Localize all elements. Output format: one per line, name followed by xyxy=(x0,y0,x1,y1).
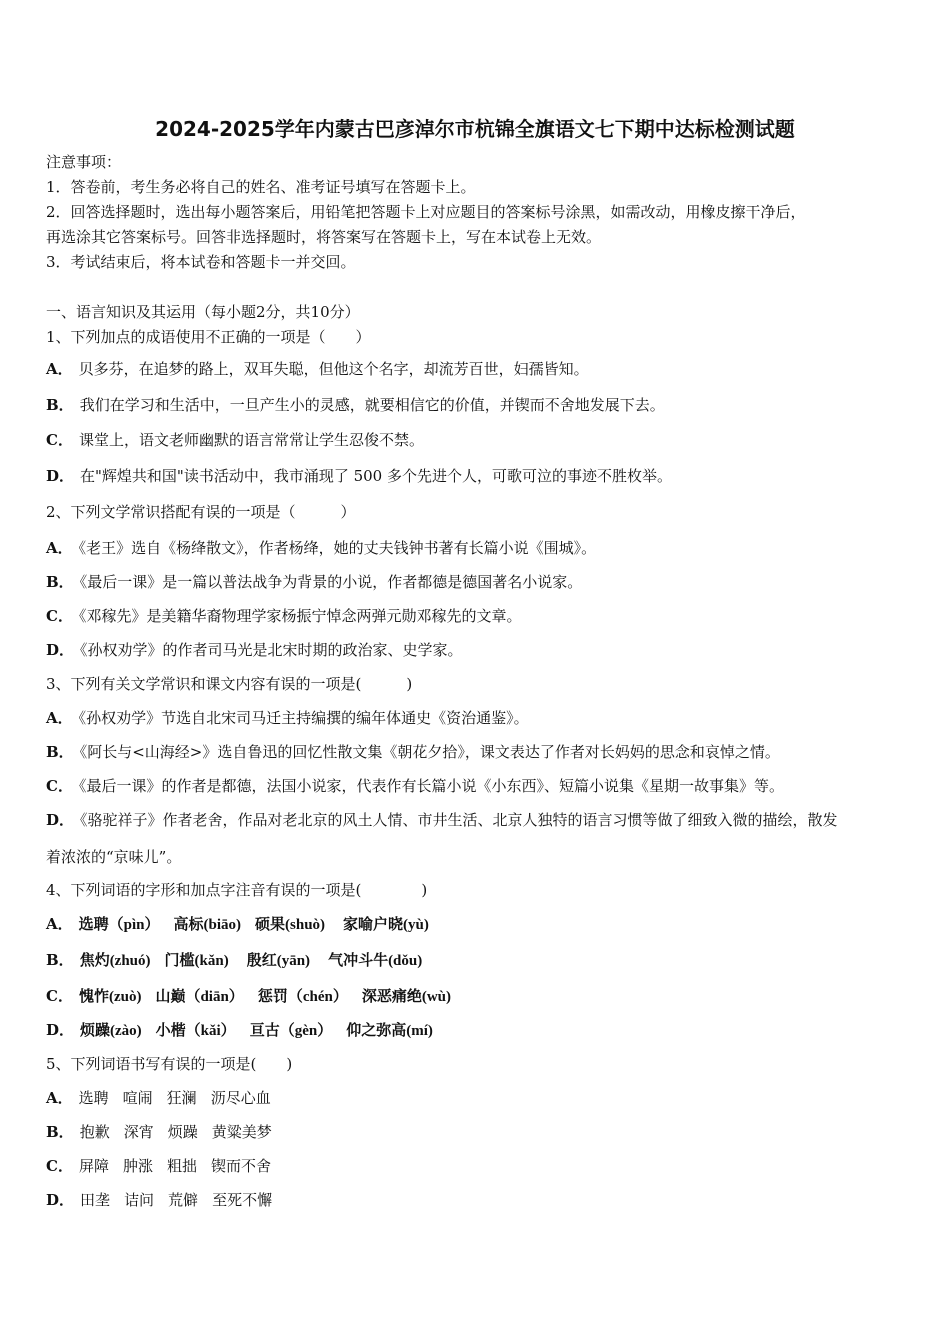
option-text: 《阿长与<山海经>》选自鲁迅的回忆性散文集《朝花夕拾》，课文表达了作者对长妈妈的思念和哀悼之情。 xyxy=(79,743,780,761)
option-row xyxy=(46,914,429,935)
option-letter: B． xyxy=(46,573,74,591)
option-letter: A． xyxy=(46,1089,73,1107)
option-row xyxy=(46,606,521,626)
option-letter: C． xyxy=(46,987,73,1005)
option-row xyxy=(46,430,424,450)
option-text: 《最后一课》的作者是都德，法国小说家，代表作有长篇小说《小东西》、短篇小说集《星期一故事集》等。 xyxy=(78,777,784,795)
option-row xyxy=(46,776,784,796)
notice-item: 3．考试结束后，将本试卷和答题卡一并交回。 xyxy=(46,253,356,271)
notice-item: 1．答卷前，考生务必将自己的姓名、准考证号填写在答题卡上。 xyxy=(46,178,476,196)
question-stem: 5、下列词语书写有误的一项是( ) xyxy=(46,1055,293,1073)
option-word: 家喻户晓(yù) xyxy=(343,917,429,933)
option-text: 我们在学习和生活中，一旦产生小的灵感，就要相信它的价值，并锲而不舍地发展下去。 xyxy=(79,396,665,414)
option-row xyxy=(46,1088,271,1108)
option-word: 喧闹 xyxy=(122,1089,153,1107)
option-letter: D． xyxy=(46,1021,75,1039)
option-word: 至死不懈 xyxy=(212,1191,273,1209)
option-word: 殷红(yān) xyxy=(246,953,311,969)
notice-item: 再选涂其它答案标号。回答非选择题时，将答案写在答题卡上，写在本试卷上无效。 xyxy=(46,228,602,246)
option-word: 选聘（pìn） xyxy=(78,917,160,933)
option-letter: A． xyxy=(46,360,73,378)
option-letter: B． xyxy=(46,396,74,414)
option-row xyxy=(46,1190,272,1210)
option-word: 仰之弥高(mí) xyxy=(346,1023,433,1039)
option-row xyxy=(46,1156,271,1176)
option-text: 《骆驼祥子》作者老舍，作品对老北京的风土人情、市井生活、北京人独特的语言习惯等做了细致入微的描绘，散发 xyxy=(80,811,838,829)
option-word: 肿涨 xyxy=(122,1157,153,1175)
option-continuation: 着浓浓的“京味儿”。 xyxy=(46,848,182,866)
option-text: 《邓稼先》是美籍华裔物理学家杨振宁悼念两弹元勋邓稼先的文章。 xyxy=(78,607,522,625)
option-word: 沥尽心血 xyxy=(210,1089,271,1107)
option-letter: B． xyxy=(46,951,74,969)
page-title: 2024-2025学年内蒙古巴彦淖尔市杭锦全旗语文七下期中达标检测试题 xyxy=(155,117,795,141)
option-letter: B． xyxy=(46,1123,74,1141)
question-stem: 3、下列有关文学常识和课文内容有误的一项是( ) xyxy=(46,675,413,693)
option-word: 小楷（kǎi） xyxy=(155,1023,236,1039)
option-word: 高标(biāo) xyxy=(173,917,242,933)
option-row xyxy=(46,359,589,379)
option-word: 烦躁 xyxy=(167,1123,198,1141)
option-letter: A． xyxy=(46,915,73,933)
option-word: 硕果(shuò) xyxy=(255,917,326,933)
option-row xyxy=(46,1020,433,1041)
option-letter: D． xyxy=(46,1191,75,1209)
option-text: 《孙权劝学》节选自北宋司马迁主持编撰的编年体通史《资治通鉴》。 xyxy=(78,709,529,727)
option-word: 选聘 xyxy=(78,1089,109,1107)
option-letter: B． xyxy=(46,743,74,761)
notice-heading: 注意事项： xyxy=(46,153,122,171)
option-word: 抱歉 xyxy=(79,1123,110,1141)
option-letter: D． xyxy=(46,811,75,829)
option-text: 《老王》选自《杨绛散文》，作者杨绛，她的丈夫钱钟书著有长篇小说《围城》。 xyxy=(78,539,597,557)
option-row xyxy=(46,572,582,592)
option-word: 惩罚（chén） xyxy=(257,989,348,1005)
option-word: 门槛(kǎn) xyxy=(164,953,229,969)
option-word: 亘古（gèn） xyxy=(249,1023,333,1039)
option-row xyxy=(46,810,838,830)
option-word: 锲而不舍 xyxy=(211,1157,272,1175)
question-stem: 4、下列词语的字形和加点字注音有误的一项是( ) xyxy=(46,881,428,899)
option-word: 粗拙 xyxy=(166,1157,197,1175)
option-text: 《孙权劝学》的作者司马光是北宋时期的政治家、史学家。 xyxy=(80,641,463,659)
option-letter: C． xyxy=(46,777,73,795)
option-row xyxy=(46,640,463,660)
section-heading: 一、语言知识及其运用（每小题2分，共10分） xyxy=(46,303,360,321)
option-word: 气冲斗牛(dǒu) xyxy=(328,953,423,969)
option-row xyxy=(46,742,780,762)
option-letter: C． xyxy=(46,431,73,449)
option-word: 山巅（diān） xyxy=(155,989,244,1005)
option-row xyxy=(46,1122,272,1142)
option-word: 焦灼(zhuó) xyxy=(79,953,151,969)
option-word: 狂澜 xyxy=(166,1089,197,1107)
option-row xyxy=(46,466,672,486)
option-letter: A． xyxy=(46,709,73,727)
option-letter: C． xyxy=(46,1157,73,1175)
option-row xyxy=(46,950,422,971)
option-row xyxy=(46,538,596,558)
question-stem: 2、下列文学常识搭配有误的一项是（ ） xyxy=(46,503,356,521)
option-letter: D． xyxy=(46,641,75,659)
option-word: 深宵 xyxy=(123,1123,154,1141)
option-text: 课堂上，语文老师幽默的语言常常让学生忍俊不禁。 xyxy=(78,431,424,449)
option-row xyxy=(46,708,529,728)
question-stem: 1、下列加点的成语使用不正确的一项是（ ） xyxy=(46,328,371,346)
option-text: 在"辉煌共和国"读书活动中，我市涌现了 500 多个先进个人，可歌可泣的事迹不胜枚举。 xyxy=(80,467,672,485)
option-letter: D． xyxy=(46,467,75,485)
option-letter: A． xyxy=(46,539,73,557)
option-word: 深恶痛绝(wù) xyxy=(361,989,451,1005)
option-row xyxy=(46,395,665,415)
option-word: 愧怍(zuò) xyxy=(78,989,142,1005)
option-word: 荒僻 xyxy=(168,1191,199,1209)
option-word: 烦躁(zào) xyxy=(80,1023,142,1039)
option-word: 田垄 xyxy=(80,1191,111,1209)
option-letter: C． xyxy=(46,607,73,625)
option-word: 屏障 xyxy=(78,1157,109,1175)
notice-item: 2．回答选择题时，选出每小题答案后，用铅笔把答题卡上对应题目的答案标号涂黑，如需改动，用橡皮擦干净后， xyxy=(46,203,806,221)
option-text: 贝多芬，在追梦的路上，双耳失聪，但他这个名字，却流芳百世，妇孺皆知。 xyxy=(78,360,589,378)
option-word: 黄粱美梦 xyxy=(211,1123,272,1141)
option-word: 诘问 xyxy=(124,1191,155,1209)
option-text: 《最后一课》是一篇以普法战争为背景的小说，作者都德是德国著名小说家。 xyxy=(79,573,583,591)
option-row xyxy=(46,986,451,1007)
